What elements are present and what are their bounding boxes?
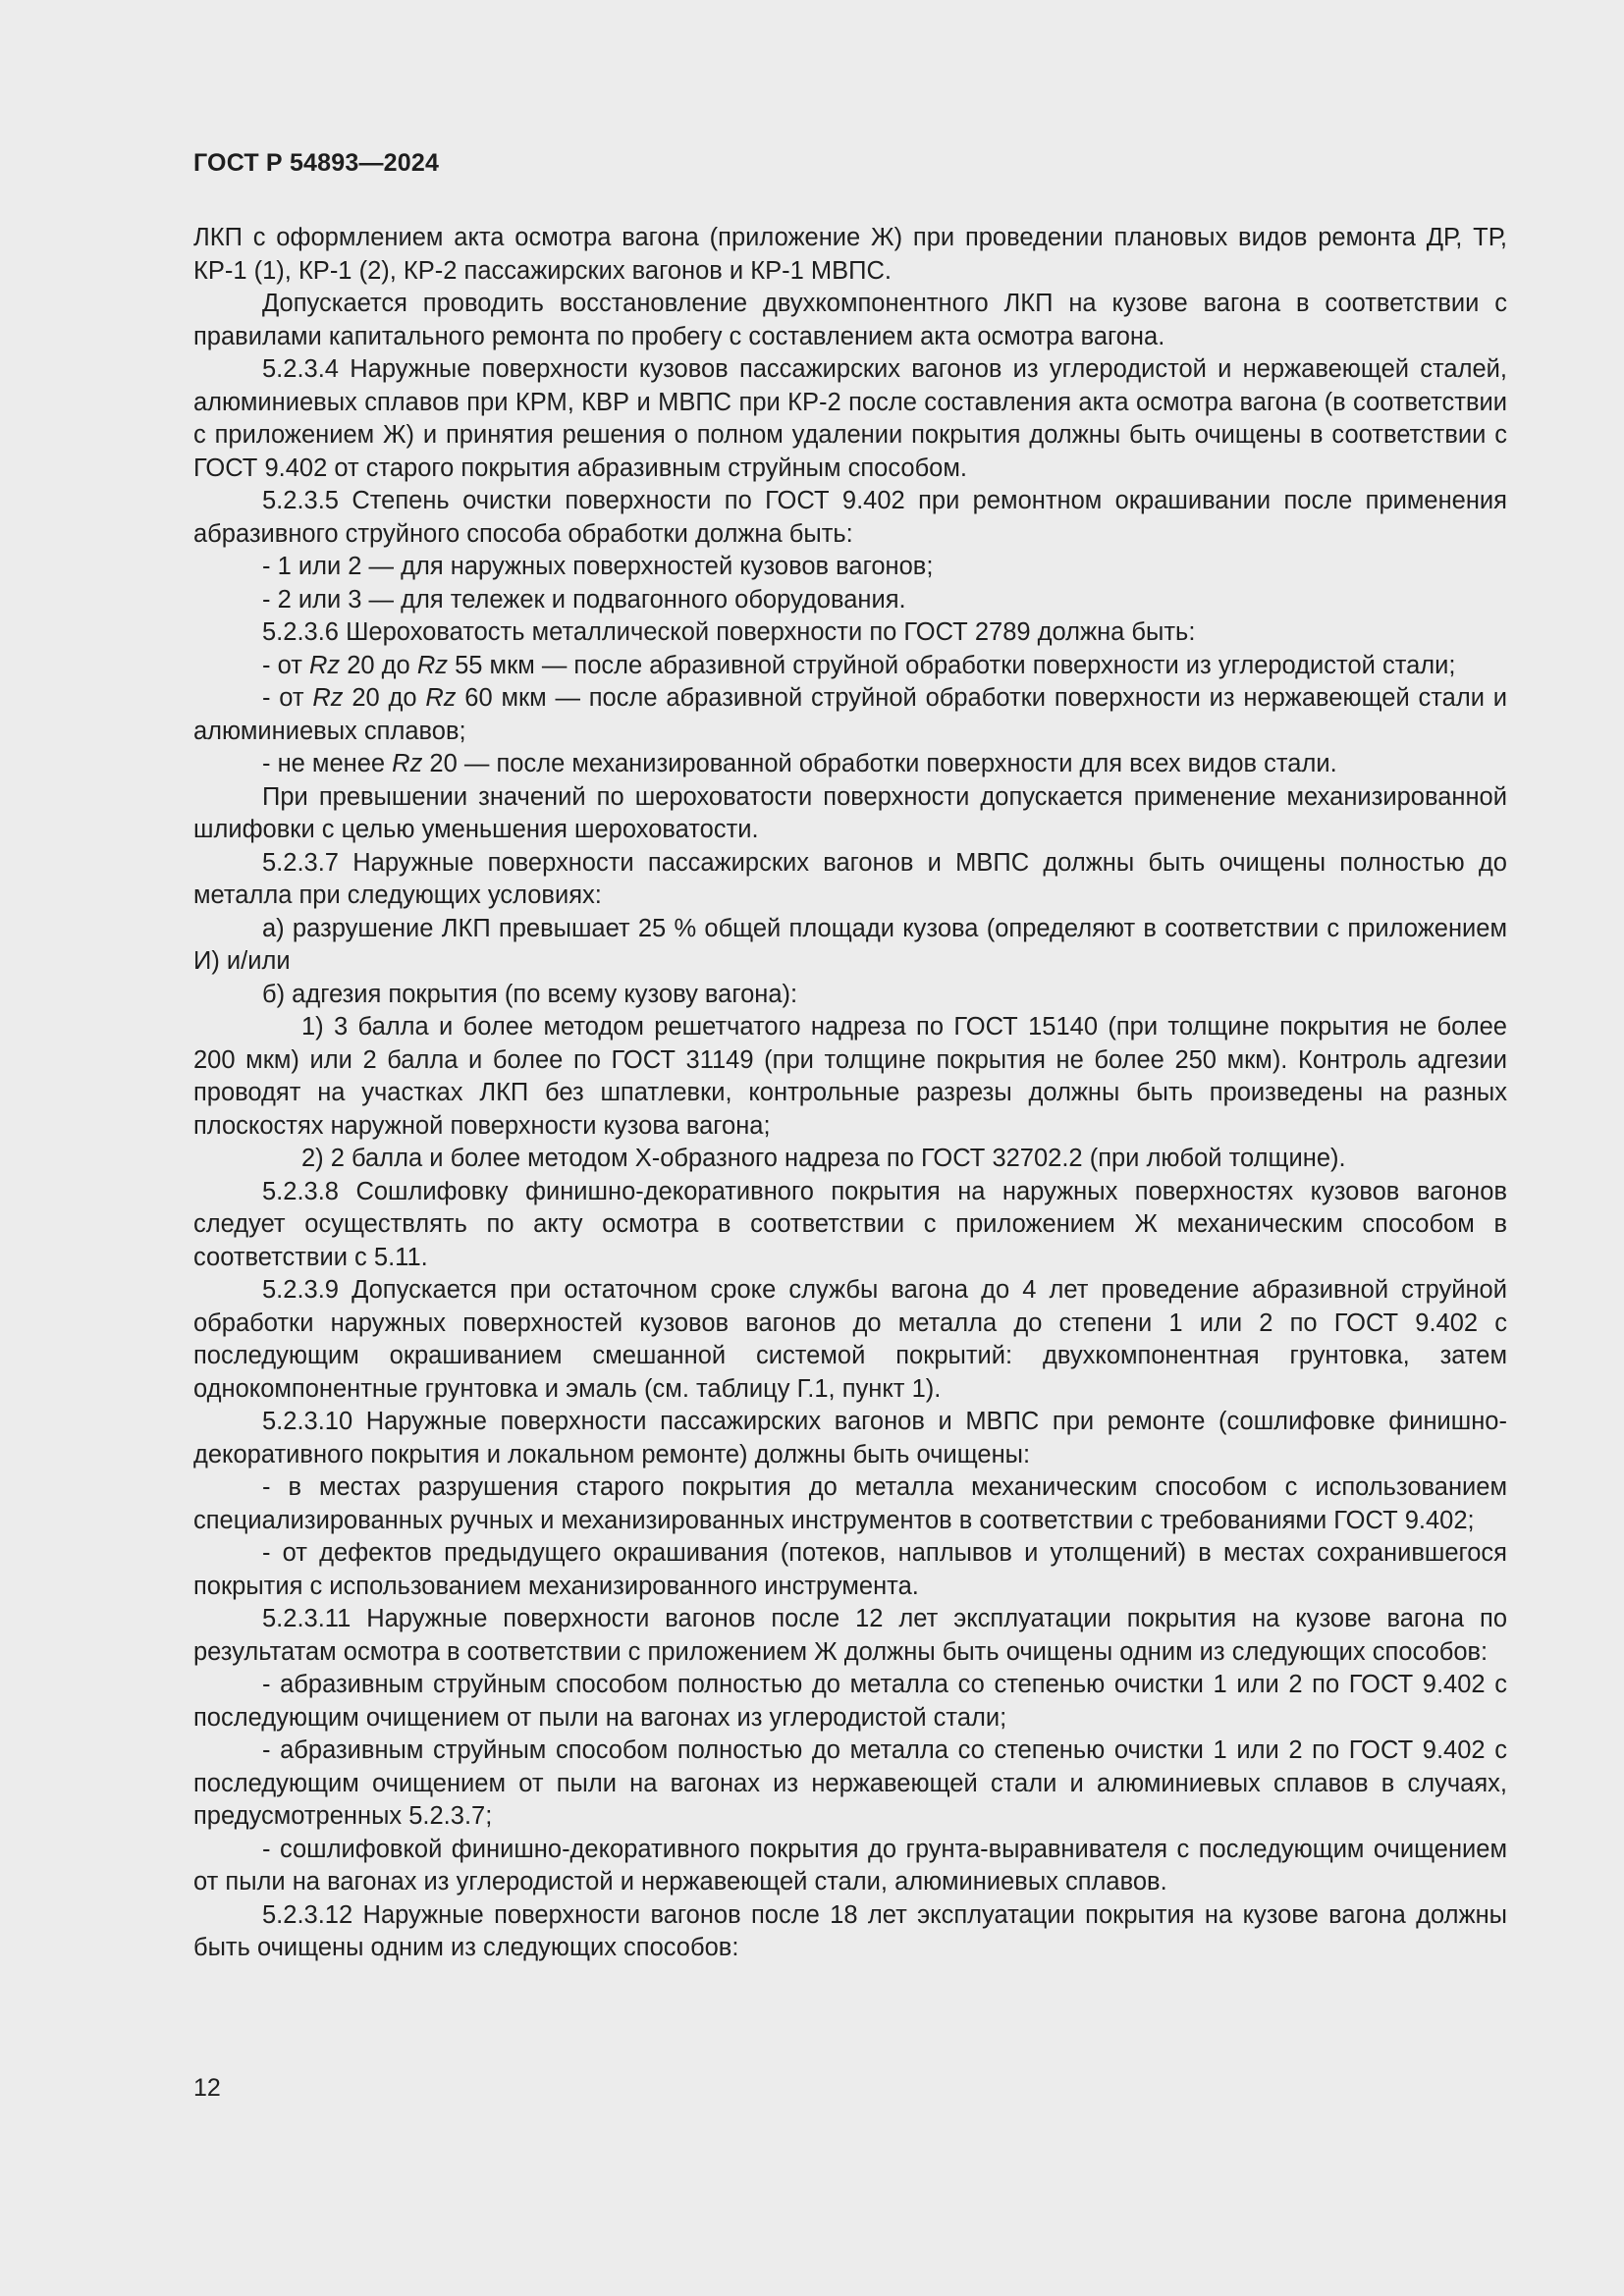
list-item: 1) 3 балла и более методом решетчатого надреза по ГОСТ 15140 (при толщине покрытия не более 200 мкм) или 2 балла и более по ГОСТ 31149 (при толщине покрытия не более 250 мкм). Контроль адгезии проводят на участках ЛКП без шпатлевки, контрольные разрезы должны быть произведены на разных плоскостях наружной поверхности кузова вагона;	[193, 1013, 1507, 1140]
list-item: - абразивным струйным способом полностью до металла со степенью очистки 1 или 2 по ГОСТ 9.402 с последующим очищением от пыли на вагонах из углеродистой стали;	[193, 1671, 1507, 1732]
paragraph: 5.2.3.7 Наружные поверхности пассажирских вагонов и МВПС должны быть очищены полностью до металла при следующих условиях:	[193, 848, 1507, 909]
paragraph: 5.2.3.4 Наружные поверхности кузовов пассажирских вагонов из углеродистой и нержавеющей сталей, алюминиевых сплавов при КРМ, КВР и МВПС при КР-2 после составления акта осмотра вагона (в соответствии с приложением Ж) и принятия решения о полном удалении покрытия должны быть очищены в соответствии с ГОСТ 9.402 от старого покрытия абразивным струйным способом.	[193, 355, 1507, 482]
list-item: 2) 2 балла и более методом Х-образного надреза по ГОСТ 32702.2 (при любой толщине).	[301, 1145, 1346, 1172]
list-item: б) адгезия покрытия (по всему кузову вагона):	[262, 980, 798, 1008]
list-item: - абразивным струйным способом полностью до металла со степенью очистки 1 или 2 по ГОСТ 9.402 с последующим очищением от пыли на вагонах из нержавеющей стали и алюминиевых сплавов в случаях, предусмотренных 5.2.3.7;	[193, 1736, 1507, 1830]
document-body	[193, 222, 1507, 1965]
paragraph: 5.2.3.5 Степень очистки поверхности по ГОСТ 9.402 при ремонтном окрашивании после применения абразивного струйного способа обработки должна быть:	[193, 487, 1507, 548]
paragraph: Допускается проводить восстановление двухкомпонентного ЛКП на кузове вагона в соответствии с правилами капитального ремонта по пробегу с составлением акта осмотра вагона.	[193, 290, 1507, 350]
paragraph: При превышении значений по шероховатости поверхности допускается применение механизированной шлифовки с целью уменьшения шероховатости.	[193, 782, 1507, 843]
list-item: - от Rz 20 до Rz 60 мкм — после абразивной струйной обработки поверхности из нержавеющей стали и алюминиевых сплавов;	[193, 684, 1507, 745]
list-item: - от дефектов предыдущего окрашивания (потеков, наплывов и утолщений) в местах сохранившегося покрытия с использованием механизированного инструмента.	[193, 1539, 1507, 1600]
list-item: - от Rz 20 до Rz 55 мкм — после абразивной струйной обработки поверхности из углеродистой стали;	[262, 651, 1456, 679]
paragraph: ЛКП с оформлением акта осмотра вагона (приложение Ж) при проведении плановых видов ремонта ДР, ТР, КР-1 (1), КР-1 (2), КР-2 пассажирских вагонов и КР-1 МВПС.	[193, 224, 1507, 285]
paragraph: 5.2.3.12 Наружные поверхности вагонов после 18 лет эксплуатации покрытия на кузове вагона должны быть очищены одним из следующих способов:	[193, 1900, 1507, 1961]
list-item: а) разрушение ЛКП превышает 25 % общей площади кузова (определяют в соответствии с приложением И) и/или	[193, 914, 1507, 975]
list-item: - в местах разрушения старого покрытия до металла механическим способом с использованием специализированных ручных и механизированных инструментов в соответствии с требованиями ГОСТ 9.402;	[193, 1473, 1507, 1534]
document-header: ГОСТ Р 54893—2024	[193, 149, 440, 177]
list-item: - 1 или 2 — для наружных поверхностей кузовов вагонов;	[262, 553, 934, 580]
paragraph: 5.2.3.10 Наружные поверхности пассажирских вагонов и МВПС при ремонте (сошлифовке финишно-декоративного покрытия и локальном ремонте) должны быть очищены:	[193, 1408, 1507, 1468]
paragraph: 5.2.3.6 Шероховатость металлической поверхности по ГОСТ 2789 должна быть:	[262, 618, 1196, 646]
list-item: - не менее Rz 20 — после механизированной обработки поверхности для всех видов стали.	[262, 750, 1337, 777]
paragraph: 5.2.3.9 Допускается при остаточном сроке службы вагона до 4 лет проведение абразивной струйной обработки наружных поверхностей кузовов вагонов до металла до степени 1 или 2 по ГОСТ 9.402 с последующим окрашиванием смешанной системой покрытий: двухкомпонентная грунтовка, затем однокомпонентные грунтовка и эмаль (см. таблицу Г.1, пункт 1).	[193, 1276, 1507, 1403]
page-number: 12	[193, 2074, 221, 2102]
paragraph: 5.2.3.8 Сошлифовку финишно-декоративного покрытия на наружных поверхностях кузовов вагонов следует осуществлять по акту осмотра в соответствии с приложением Ж механическим способом в соответствии с 5.11.	[193, 1177, 1507, 1271]
paragraph: 5.2.3.11 Наружные поверхности вагонов после 12 лет эксплуатации покрытия на кузове вагона по результатам осмотра в соответствии с приложением Ж должны быть очищены одним из следующих способов:	[193, 1605, 1507, 1666]
list-item: - 2 или 3 — для тележек и подвагонного оборудования.	[262, 585, 906, 614]
list-item: - сошлифовкой финишно-декоративного покрытия до грунта-выравнивателя с последующим очищением от пыли на вагонах из углеродистой и нержавеющей стали, алюминиевых сплавов.	[193, 1835, 1507, 1896]
